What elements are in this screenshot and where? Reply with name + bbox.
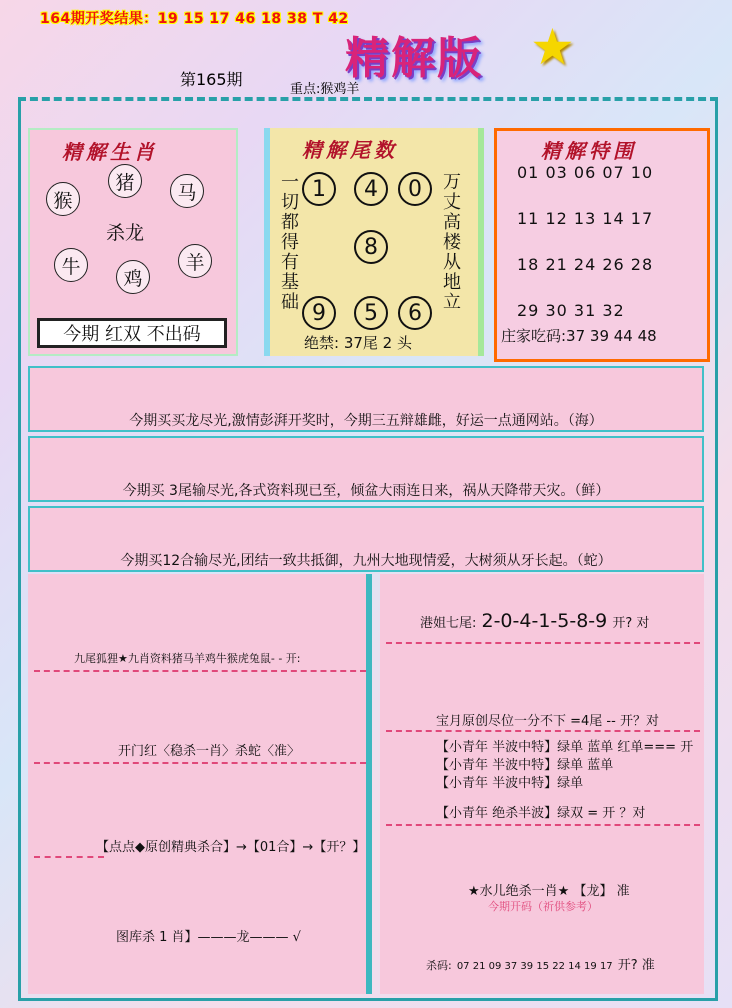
tail-number: 6 bbox=[398, 296, 432, 330]
kill-snake-line: 开门红〈稳杀一肖〉杀蛇〈准〉 bbox=[118, 744, 301, 759]
kill-code-value: 07 21 09 37 39 15 22 14 19 17 bbox=[456, 961, 613, 972]
sister-label: 港姐七尾: bbox=[420, 616, 477, 631]
issue-number: 第165期 bbox=[180, 70, 243, 89]
kill-zodiac: 杀龙 bbox=[106, 222, 145, 244]
special-row: 29 30 31 32 bbox=[517, 301, 625, 320]
left-vertical-text: 一切都得有基础 bbox=[278, 172, 299, 312]
special-row: 11 12 13 14 17 bbox=[517, 209, 654, 228]
divider bbox=[386, 824, 700, 826]
divider bbox=[34, 856, 104, 858]
divider bbox=[34, 670, 366, 672]
draw-result-line: 164期开奖结果：19 15 17 46 18 38 T 42 bbox=[40, 11, 349, 27]
logo-title: 精解版 bbox=[345, 33, 483, 84]
special-title: 精解特围 bbox=[541, 139, 637, 163]
red-double-notice: 今期 红双 不出码 bbox=[37, 318, 227, 348]
left-column bbox=[28, 574, 372, 994]
poem-band: 今期买买龙尽光,激情彭湃开奖时，今期三五辩雄雌，好运一点通网站。（海） bbox=[28, 366, 704, 432]
focus-value: 猴鸡羊 bbox=[320, 82, 360, 97]
tail-number: 0 bbox=[398, 172, 432, 206]
open-code-note: 今期开码（祈供参考） bbox=[488, 900, 598, 913]
special-row: 01 03 06 07 10 bbox=[517, 163, 654, 182]
zodiac-circle: 猴 bbox=[46, 182, 80, 216]
right-column bbox=[380, 574, 704, 994]
poem-band: 今期买 3尾输尽光,各式资料现已至，倾盆大雨连日来，祸从天降带天灾。（鲜） bbox=[28, 436, 704, 502]
tail-title: 精解尾数 bbox=[302, 138, 398, 162]
star-icon: ★ bbox=[530, 18, 575, 76]
special-row: 18 21 24 26 28 bbox=[517, 255, 654, 274]
sister-tails-line bbox=[420, 610, 649, 632]
kill-code-line bbox=[426, 954, 655, 973]
zodiac-circle: 猪 bbox=[108, 164, 142, 198]
library-kill-line: 图库杀 1 肖】———龙——— √ bbox=[116, 930, 301, 945]
shuier-kill-line: ★水儿绝杀一肖★ 【龙】 准 bbox=[468, 884, 630, 899]
sister-tail: 开? 对 bbox=[612, 616, 650, 631]
fox-line: 九尾狐狸★九肖资料猪马羊鸡牛猴虎兔鼠- - 开: bbox=[74, 652, 301, 665]
focus-label: 重点: bbox=[290, 82, 321, 97]
focus-line bbox=[290, 78, 359, 97]
wave-kill-line: 【小青年 绝杀半波】绿双 = 开 ？对 bbox=[436, 806, 646, 821]
divider bbox=[386, 730, 700, 732]
kill-code-tail: 开? 准 bbox=[617, 958, 655, 973]
zodiac-circle: 鸡 bbox=[116, 260, 150, 294]
kill-combo-line: 【点点◆原创精典杀合】→【01合】→【开？】 bbox=[96, 840, 366, 855]
banker-numbers: 庄家吃码:37 39 44 48 bbox=[501, 327, 657, 345]
divider bbox=[386, 642, 700, 644]
tail-number: 9 bbox=[302, 296, 336, 330]
wave-line: 【小青年 半波中特】绿单 bbox=[436, 776, 584, 791]
tail-number: 1 bbox=[302, 172, 336, 206]
tail-forbidden: 绝禁: 37尾 2 头 bbox=[304, 334, 412, 352]
zodiac-title: 精解生肖 bbox=[62, 140, 158, 164]
poem-band: 今期买12合输尽光,团结一致共抵御，九州大地现情爱，大树须从牙长起。（蛇） bbox=[28, 506, 704, 572]
kill-code-label: 杀码: bbox=[426, 959, 452, 972]
tail-number: 4 bbox=[354, 172, 388, 206]
tail-panel bbox=[264, 128, 484, 356]
wave-line: 【小青年 半波中特】绿单 蓝单 红单=== 开 bbox=[436, 740, 694, 755]
special-panel bbox=[494, 128, 710, 362]
right-vertical-text: 万丈高楼从地立 bbox=[440, 172, 461, 312]
sister-value: 2-0-4-1-5-8-9 bbox=[481, 610, 608, 632]
tail-number: 8 bbox=[354, 230, 388, 264]
zodiac-circle: 牛 bbox=[54, 248, 88, 282]
wave-line: 【小青年 半波中特】绿单 蓝单 bbox=[436, 758, 614, 773]
tail-number: 5 bbox=[354, 296, 388, 330]
zodiac-circle: 马 bbox=[170, 174, 204, 208]
zodiac-circle: 羊 bbox=[178, 244, 212, 278]
baoyue-line: 宝月原创尽位一分不下 =4尾 -- 开？对 bbox=[436, 714, 659, 729]
divider bbox=[34, 762, 366, 764]
